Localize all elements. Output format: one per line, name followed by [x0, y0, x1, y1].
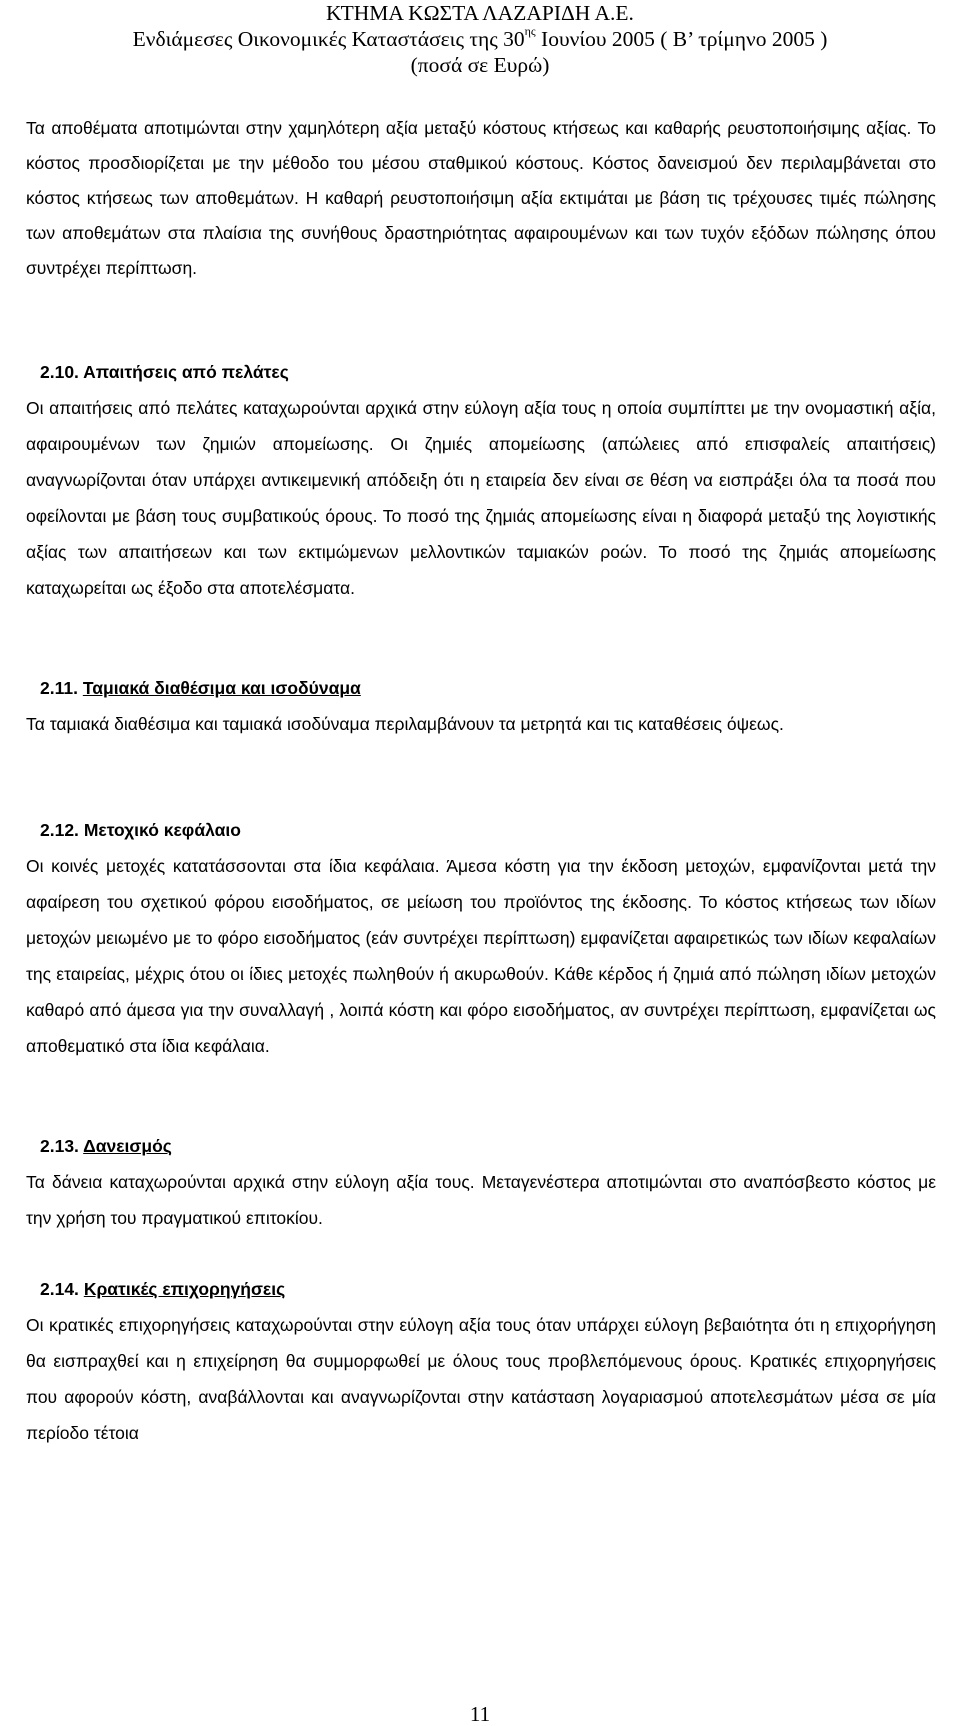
company-name: ΚΤΗΜΑ ΚΩΣΤΑ ΛΑΖΑΡΙΔΗ Α.Ε.	[326, 1, 634, 25]
section-title: Δανεισμός	[83, 1136, 172, 1156]
page-header	[0, 0, 960, 78]
section-2-12	[26, 812, 936, 1064]
section-heading	[40, 354, 936, 390]
section-2-13	[26, 1128, 936, 1236]
section-number: 2.13.	[40, 1136, 79, 1156]
section-2-14	[26, 1271, 936, 1451]
statement-title-superscript: ης	[524, 23, 536, 38]
section-2-10	[26, 354, 936, 606]
section-heading	[40, 670, 936, 706]
currency-note: (ποσά σε Ευρώ)	[410, 53, 550, 77]
section-paragraph: Οι απαιτήσεις από πελάτες καταχωρούνται αρχικά στην εύλογη αξία τους η οποία συμπίπτει με την ονομαστική αξία, αφαιρουμένων των ζημιών απομείωσης. Οι ζημιές απομείωσης (απώλειες από επισφαλείς απαιτήσεις) αναγνωρίζονται όταν υπάρχει αντικειμενική απόδειξη ότι η εταιρεία δεν είναι σε θέση να εισπράξει όλα τα ποσά που οφείλονται με βάση τους συμβατικούς όρους. Το ποσό της ζημιάς απομείωσης είναι η διαφορά μεταξύ της λογιστικής αξίας των απαιτήσεων και των εκτιμώμενων μελλοντικών ταμιακών ροών. Το ποσό της ζημιάς απομείωσης καταχωρείται ως έξοδο στα αποτελέσματα.	[26, 398, 936, 598]
section-number: 2.10.	[40, 362, 79, 382]
section-title: Κρατικές επιχορηγήσεις	[83, 1279, 286, 1299]
statement-title-prefix: Ενδιάμεσες Οικονομικές Καταστάσεις της 30	[132, 27, 525, 51]
inventory-paragraph: Τα αποθέματα αποτιμώνται στην χαμηλότερη αξία μεταξύ κόστους κτήσεως και καθαρής ρευστοποιήσιμης αξίας. Το κόστος προσδιορίζεται με την μέθοδο του μέσου σταθμικού κόστους. Κόστος δανεισμού δεν περιλαμβάνεται στο κόστος κτήσεως των αποθεμάτων. Η καθαρή ρευστοποιήσιμη αξία εκτιμάται με βάση τις τρέχουσες τιμές πώλησης των αποθεμάτων στα πλαίσια της συνήθους δραστηριότητας αφαιρουμένων και των τυχόν εξόδων πώλησης όπου συντρέχει περίπτωση.	[26, 118, 936, 278]
inventory-paragraph-block	[26, 111, 936, 286]
section-2-11	[26, 670, 936, 742]
section-paragraph: Τα ταμιακά διαθέσιμα και ταμιακά ισοδύναμα περιλαμβάνουν τα μετρητά και τις καταθέσεις όψεως.	[26, 714, 784, 734]
section-title: Μετοχικό κεφάλαιο	[83, 820, 241, 840]
section-heading	[40, 1271, 936, 1307]
section-number: 2.11.	[40, 678, 78, 698]
statement-title-suffix: Ιουνίου 2005 ( Β’ τρίμηνο 2005 )	[535, 27, 828, 51]
section-paragraph: Οι κοινές μετοχές κατατάσσονται στα ίδια κεφάλαια. Άμεσα κόστη για την έκδοση μετοχών, εμφανίζονται μετά την αφαίρεση του σχετικού φόρου εισοδήματος, σε μείωση του προϊόντος της έκδοσης. Το κόστος κτήσεως των ιδίων μετοχών μειωμένο με το φόρο εισοδήματος (εάν συντρέχει περίπτωση) εμφανίζεται αφαιρετικώς των ιδίων κεφαλαίων της εταιρείας, μέχρις ότου οι ίδιες μετοχές πωληθούν ή ακυρωθούν. Κάθε κέρδος ή ζημιά από πώληση ιδίων μετοχών καθαρό από άμεσα για την συναλλαγή , λοιπά κόστη και φόρο εισοδήματος, αν συντρέχει περίπτωση, εμφανίζεται ως αποθεματικό στα ίδια κεφάλαια.	[26, 856, 936, 1056]
section-paragraph: Τα δάνεια καταχωρούνται αρχικά στην εύλογη αξία τους. Μεταγενέστερα αποτιμώνται στο αναπόσβεστο κόστος με την χρήση του πραγματικού επιτοκίου.	[26, 1172, 936, 1228]
section-number: 2.12.	[40, 820, 79, 840]
statement-title	[0, 23, 960, 52]
section-heading	[40, 1128, 936, 1164]
section-title: Απαιτήσεις από πελάτες	[83, 362, 289, 382]
section-number: 2.14.	[40, 1279, 79, 1299]
section-title: Ταμιακά διαθέσιμα και ισοδύναμα	[82, 678, 361, 698]
section-heading	[40, 812, 936, 848]
page-number: 11	[469, 1702, 491, 1726]
section-paragraph: Οι κρατικές επιχορηγήσεις καταχωρούνται στην εύλογη αξία τους όταν υπάρχει εύλογη βεβαιότητα ότι η επιχορήγηση θα εισπραχθεί και η επιχείρηση θα συμμορφωθεί με όλους τους προβλεπόμενους όρους. Κρατικές επιχορηγήσεις που αφορούν κόστη, αναβάλλονται και αναγνωρίζονται στην κατάσταση λογαριασμού αποτελεσμάτων μέσα σε μία περίοδο τέτοια	[26, 1315, 936, 1443]
